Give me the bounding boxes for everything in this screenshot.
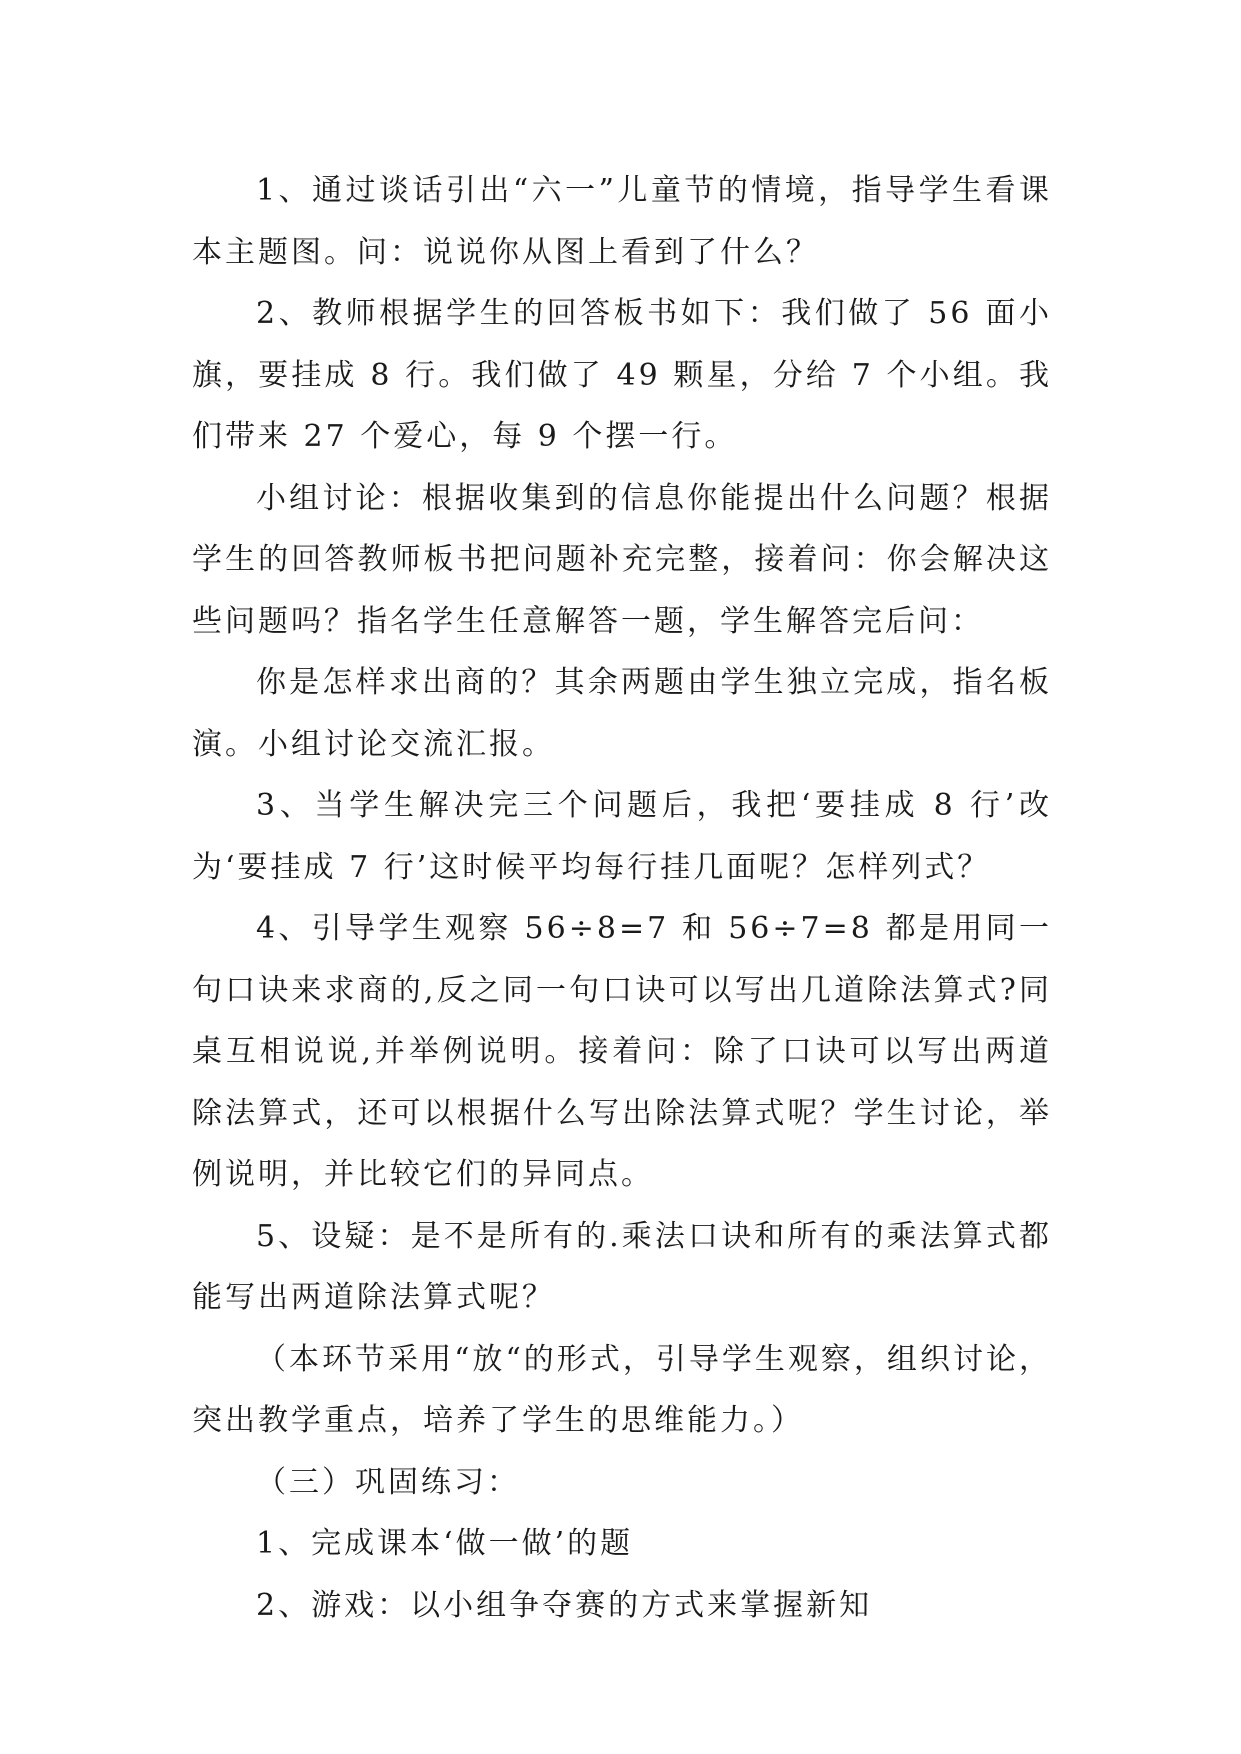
paragraph-1: 1、通过谈话引出“六一”儿童节的情境，指导学生看课本主题图。问：说说你从图上看到了什么？ (192, 173, 1052, 270)
paragraph-8: （本环节采用“放“的形式，引导学生观察，组织讨论，突出教学重点，培养了学生的思维能力。） (192, 1341, 1052, 1438)
section-heading: （三）巩固练习： (256, 1464, 520, 1500)
paragraph-10: 1、完成课本‘做一做’的题 (256, 1526, 634, 1561)
paragraph-6: 4、引导学生观察 56÷8=7 和 56÷7=8 都是用同一句口诀来求商的,反之同一句口诀可以写出几道除法算式?同桌互相说说,并举例说明。接着问：除了口诀可以写出两道除法算式，还可以根据什么写出除法算式呢？学生讨论，举例说明，并比较它们的异同点。 (192, 911, 1052, 1192)
paragraph-7: 5、设疑：是不是所有的.乘法口诀和所有的乘法算式都能写出两道除法算式呢？ (192, 1218, 1052, 1315)
paragraph-3: 小组讨论：根据收集到的信息你能提出什么问题？根据学生的回答教师板书把问题补充完整，接着问：你会解决这些问题吗？指名学生任意解答一题，学生解答完后问： (192, 480, 1052, 639)
paragraph-11: 2、游戏：以小组争夺赛的方式来掌握新知 (256, 1587, 873, 1623)
paragraph-2: 2、教师根据学生的回答板书如下：我们做了 56 面小旗，要挂成 8 行。我们做了 49 颗星，分给 7 个小组。我们带来 27 个爱心，每 9 个摆一行。 (192, 296, 1052, 454)
document-body (192, 160, 1052, 1636)
paragraph-5: 3、当学生解决完三个问题后，我把‘要挂成 8 行’改为‘要挂成 7 行’这时候平均每行挂几面呢？怎样列式？ (192, 788, 1052, 885)
paragraph-4: 你是怎样求出商的？其余两题由学生独立完成，指名板演。小组讨论交流汇报。 (192, 665, 1052, 762)
